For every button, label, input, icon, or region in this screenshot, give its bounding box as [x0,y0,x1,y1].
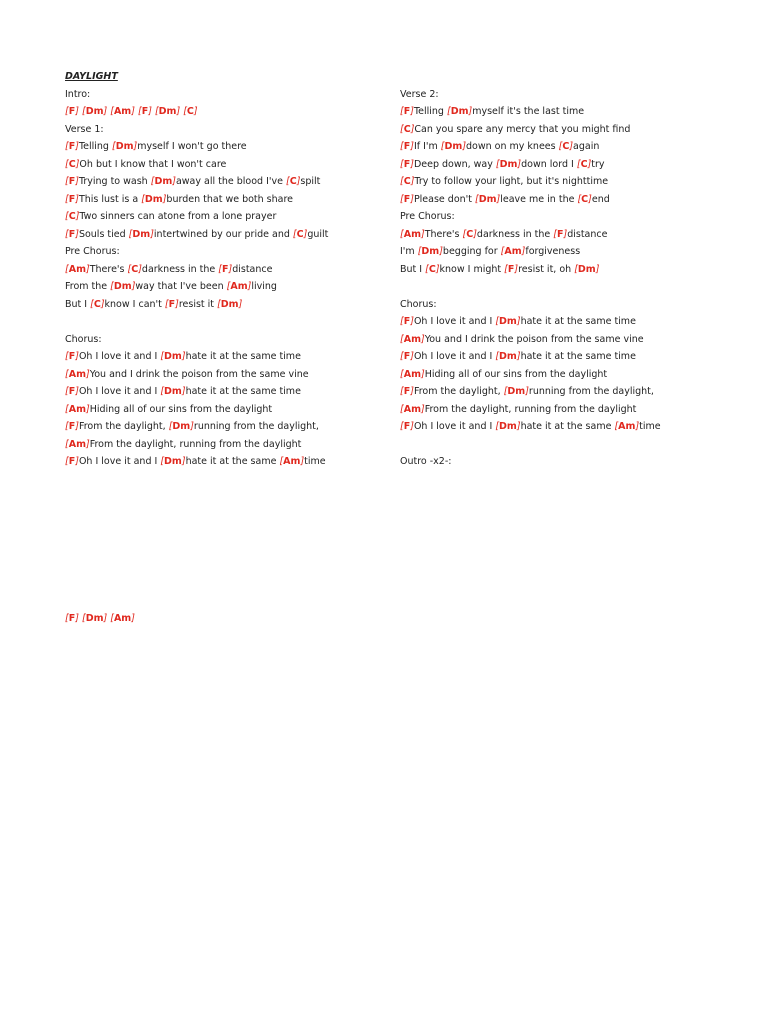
lyric-text: Pre Chorus: [65,246,120,257]
chord-name: Am [504,246,522,257]
chord-name: Dm [85,106,104,117]
lyric-text: way that I've been [135,281,227,292]
lyric-text: Hiding all of our sins from the daylight [424,368,608,380]
chord-name: C [289,176,297,187]
lyric-text: hate it at the same time [185,351,301,362]
right-top-spacer [400,68,740,86]
lyric-line [65,296,385,314]
chord: [Dm] [417,246,443,257]
chord: [Am] [65,403,90,415]
chord-name: C [68,158,76,170]
chord-name: Dm [499,421,517,432]
chord-name: C [403,123,411,135]
chord-name: F [403,193,411,205]
chord-name: Am [403,403,421,415]
lyric-text: running from the daylight, [193,421,319,432]
left-column [65,68,385,471]
right-column [400,68,740,471]
spacer [400,278,740,296]
chord-name: F [403,141,411,152]
lyric-text: running from the daylight, [528,386,654,397]
lyric-text: know I can't [104,298,165,310]
song-title: DAYLIGHT [65,71,118,82]
chord: [Am] [400,333,425,345]
chord: [F] [65,106,79,117]
outro-chords [65,610,135,628]
chord-name: Am [403,333,421,345]
lyric-text: hate it at the same [185,456,280,467]
right-lyrics [400,86,740,471]
lyric-line [400,226,740,244]
chord-name: C [466,228,474,240]
chord: [C] [292,228,308,240]
lyric-text: Souls tied [78,228,129,240]
chord: [F] [65,176,79,187]
chord: [F] [504,263,519,275]
lyric-line [65,261,385,279]
chord: [C] [462,228,477,240]
chord: [Dm] [495,421,521,432]
chord-name: Am [113,613,132,624]
chord: [C] [577,193,592,205]
chord-name: Dm [172,421,191,432]
chord: [F] [65,456,79,467]
chord: [F] [400,421,414,432]
lyric-text: I'm [400,246,418,257]
lyric-text: down on my knees [466,141,559,152]
chord-name: C [428,263,436,275]
chord: [Dm] [160,456,186,467]
lyric-text: Oh I love it and I [78,351,161,362]
lyric-text: forgiveness [525,246,581,257]
lyric-text: distance [232,263,273,275]
lyric-text: end [591,193,610,205]
lyric-line [400,331,740,349]
chord-name: C [562,141,570,152]
lyric-text: again [573,141,600,152]
lyric-line [400,173,740,191]
chord-name: C [403,176,411,187]
chord: [Dm] [111,141,138,152]
chord-name: Dm [115,141,134,152]
chord-name: Dm [164,456,182,467]
lyric-line [65,103,385,121]
lyric-text: Chorus: [65,333,102,345]
section-label [400,208,740,226]
section-label [400,453,740,471]
lyric-text: Oh I love it and I [413,351,496,362]
lyric-line [400,313,740,331]
chord: [F] [400,386,414,397]
lyric-text: There's [424,228,463,240]
lyric-text: Outro -x2-: [400,456,452,467]
chord: [Dm] [495,316,521,327]
lyric-text: living [251,281,277,292]
chord: [C] [65,158,80,170]
chord-name: C [68,211,76,222]
chord-name: F [68,193,76,205]
lyric-text: Oh I love it and I [78,456,161,467]
chord: [F] [164,298,179,310]
chord-name: F [68,141,76,152]
chord: [Dm] [495,158,522,170]
chord-name: Am [68,368,86,380]
chord: [F] [137,106,152,117]
chord-name: F [403,158,411,170]
chord-name: F [68,421,76,432]
chord: [F] [400,193,414,205]
lyric-line [400,401,740,419]
chord: [Dm] [495,351,521,362]
chord-name: Dm [421,246,440,257]
chord-name: C [296,228,304,240]
lyric-text: Please don't [413,193,476,205]
chord: [F] [400,106,414,117]
chord: [C] [576,158,592,170]
lyric-text: This lust is a [78,193,142,205]
lyric-text: myself it's the last time [472,106,585,117]
chord-name: Am [113,106,132,117]
lyric-line [65,191,385,209]
lyric-text: Pre Chorus: [400,211,455,222]
chord-name: Dm [499,316,517,327]
lyric-line [400,348,740,366]
lyric-text: From the daylight, running from the daylight [89,438,302,450]
section-label [65,331,385,349]
lyric-text: resist it, oh [518,263,575,275]
chord: [Am] [400,368,425,380]
lyric-text: Can you spare any mercy that you might find [414,123,631,135]
chord: [Am] [614,421,640,432]
chord: [Dm] [160,351,186,362]
chord: [F] [65,193,79,205]
chord-name: Dm [220,298,239,310]
lyric-text: Two sinners can atone from a lone prayer [79,211,277,222]
chord: [Am] [65,368,90,380]
chord: [Am] [65,263,90,275]
lyric-text: Chorus: [400,298,437,310]
lyric-text: time [304,456,326,467]
lyric-line [400,418,740,436]
lyric-text: Verse 2: [400,88,439,100]
lyric-text: From the daylight, [78,421,169,432]
lyric-line [65,278,385,296]
chord: [F] [65,386,79,397]
chord: [Dm] [475,193,501,205]
chord-name: Am [230,281,248,292]
lyric-text: burden that we both share [166,193,294,205]
lyric-text: leave me in the [500,193,578,205]
lyric-text: There's [89,263,128,275]
chord-name: Dm [499,158,518,170]
chord: [Dm] [110,281,136,292]
chord-name: F [221,263,229,275]
lyric-line [65,156,385,174]
lyric-line [65,366,385,384]
lyric-line [400,366,740,384]
chord: [F] [218,263,233,275]
chord: [F] [65,351,79,362]
section-label [65,243,385,261]
chord-name: Dm [85,613,104,624]
lyric-text: guilt [307,228,329,240]
chord: [F] [400,158,414,170]
lyric-line [65,226,385,244]
lyric-line [400,261,740,279]
lyric-text: Oh I love it and I [413,421,496,432]
chord-name: C [581,193,589,205]
lyric-line [65,348,385,366]
chord-name: Dm [450,106,469,117]
lyric-line [400,191,740,209]
lyric-text: intertwined by our pride and [153,228,293,240]
lyric-line [65,173,385,191]
chord: [Dm] [503,386,529,397]
lyric-text: darkness in the [476,228,554,240]
chord: [F] [65,141,79,152]
chord: [Am] [226,281,252,292]
lyric-text: You and I drink the poison from the same vine [424,333,644,345]
lyric-text: down lord I [521,158,577,170]
chord: [Am] [400,228,425,240]
chord-name: Dm [164,351,182,362]
chord: [Am] [110,106,135,117]
lyric-line [65,418,385,436]
chord: [C] [558,141,574,152]
section-label [400,296,740,314]
lyric-text: spilt [300,176,321,187]
lyric-text: hate it at the same time [520,316,636,327]
lyric-text: Try to follow your light, but it's nighttime [414,176,609,187]
chord: [Dm] [81,106,108,117]
lyric-text: Verse 1: [65,123,104,135]
chord: [C] [183,106,198,117]
lyric-text: begging for [442,246,501,257]
chord-name: Dm [132,228,151,240]
chord: [Am] [65,438,90,450]
chord-name: F [68,386,76,397]
chord-name: F [556,228,564,240]
lyric-text: Oh I love it and I [78,386,161,397]
chord-name: C [131,263,139,275]
lyric-text: Trying to wash [78,176,151,187]
chord: [Dm] [154,106,181,117]
chord-name: Dm [507,386,526,397]
chord: [C] [400,176,415,187]
chord: [C] [286,176,301,187]
chord-name: F [403,351,411,362]
chord: [F] [65,613,79,624]
left-lyrics [65,86,385,471]
chord-name: C [93,298,101,310]
lyric-line [400,383,740,401]
chord: [C] [65,211,80,222]
section-label [65,86,385,104]
lyric-line [400,103,740,121]
lyric-text: From the daylight, [413,386,504,397]
lyric-text: know I might [439,263,505,275]
spacer [65,313,385,331]
lyric-line [65,138,385,156]
lyric-text: hate it at the same time [185,386,301,397]
chord: [Am] [279,456,305,467]
section-label [400,86,740,104]
lyric-text: You and I drink the poison from the same vine [89,368,309,380]
lyric-text: darkness in the [141,263,219,275]
chord: [F] [65,421,79,432]
lyric-text: Telling [78,141,112,152]
chord: [Am] [110,613,135,624]
chord-name: Am [403,368,421,380]
lyric-line [400,156,740,174]
lyric-line [400,243,740,261]
chord-name: Dm [164,386,182,397]
chord-name: Dm [144,193,163,205]
chord: [Dm] [141,193,167,205]
lyric-line [65,383,385,401]
lyric-text: distance [567,228,608,240]
chord-name: Am [403,228,421,240]
section-label [65,121,385,139]
chord-name: C [580,158,588,170]
chord: [C] [90,298,105,310]
chord: [Am] [400,403,425,415]
chord-name: F [403,106,411,117]
chord-name: F [68,176,76,187]
chord: [C] [400,123,415,135]
lyric-text: Oh I love it and I [413,316,496,327]
lyric-text: resist it [178,298,218,310]
lyric-line [400,121,740,139]
lyric-text: But I [65,298,91,310]
lyric-text: From the daylight, running from the daylight [424,403,637,415]
chord-name: Am [283,456,301,467]
chord-name: Dm [444,141,463,152]
lyric-text: From the [65,281,111,292]
chord-name: Dm [158,106,177,117]
chord-name: F [403,316,411,327]
lyric-line [65,453,385,471]
chord: [C] [425,263,440,275]
lyric-line [400,138,740,156]
chord-name: Am [618,421,636,432]
lyric-text: away all the blood I've [175,176,286,187]
chord-name: Am [68,263,86,275]
lyric-text: But I [400,263,426,275]
chord: [Am] [500,246,526,257]
lyric-text: Telling [413,106,447,117]
chord: [Dm] [217,298,243,310]
chord: [F] [400,351,414,362]
chord-name: F [403,386,411,397]
chord-name: F [141,106,149,117]
chord-name: Dm [499,351,517,362]
chord-name: F [68,456,76,467]
lyric-text: myself I won't go there [137,141,247,152]
lyric-text: try [591,158,605,170]
chord-name: F [68,228,76,240]
lyric-text: hate it at the same time [520,351,636,362]
chord-name: Dm [577,263,596,275]
chord: [Dm] [150,176,176,187]
chord: [C] [127,263,142,275]
lyric-text: Oh but I know that I won't care [79,158,227,170]
chord-name: Am [68,403,86,415]
chord: [Dm] [440,141,467,152]
chord-name: F [403,421,411,432]
chord-name: F [507,263,515,275]
chord-name: F [168,298,176,310]
chord-name: C [186,106,194,117]
chord-name: Dm [113,281,132,292]
chord-name: Dm [478,193,497,205]
chord: [F] [400,316,414,327]
chord: [Dm] [574,263,600,275]
chord: [Dm] [160,386,186,397]
lyric-text: hate it at the same [520,421,615,432]
lyric-line [65,401,385,419]
chord: [F] [65,228,79,240]
lyric-text: Deep down, way [413,158,496,170]
chord: [Dm] [128,228,154,240]
spacer [400,436,740,454]
chord-name: F [68,613,76,624]
chord: [F] [400,141,414,152]
chord-name: F [68,106,76,117]
chord-name: F [68,351,76,362]
chord: [Dm] [446,106,473,117]
chord-name: Dm [154,176,173,187]
chord: [Dm] [81,613,108,624]
chord: [F] [553,228,568,240]
lyric-line [65,208,385,226]
lyric-line [65,436,385,454]
lyric-text: time [639,421,661,432]
lyric-text: Intro: [65,88,91,100]
chord: [Dm] [168,421,194,432]
lyric-text: Hiding all of our sins from the daylight [89,403,273,415]
lyric-text: If I'm [413,141,441,152]
chord-name: Am [68,438,86,450]
